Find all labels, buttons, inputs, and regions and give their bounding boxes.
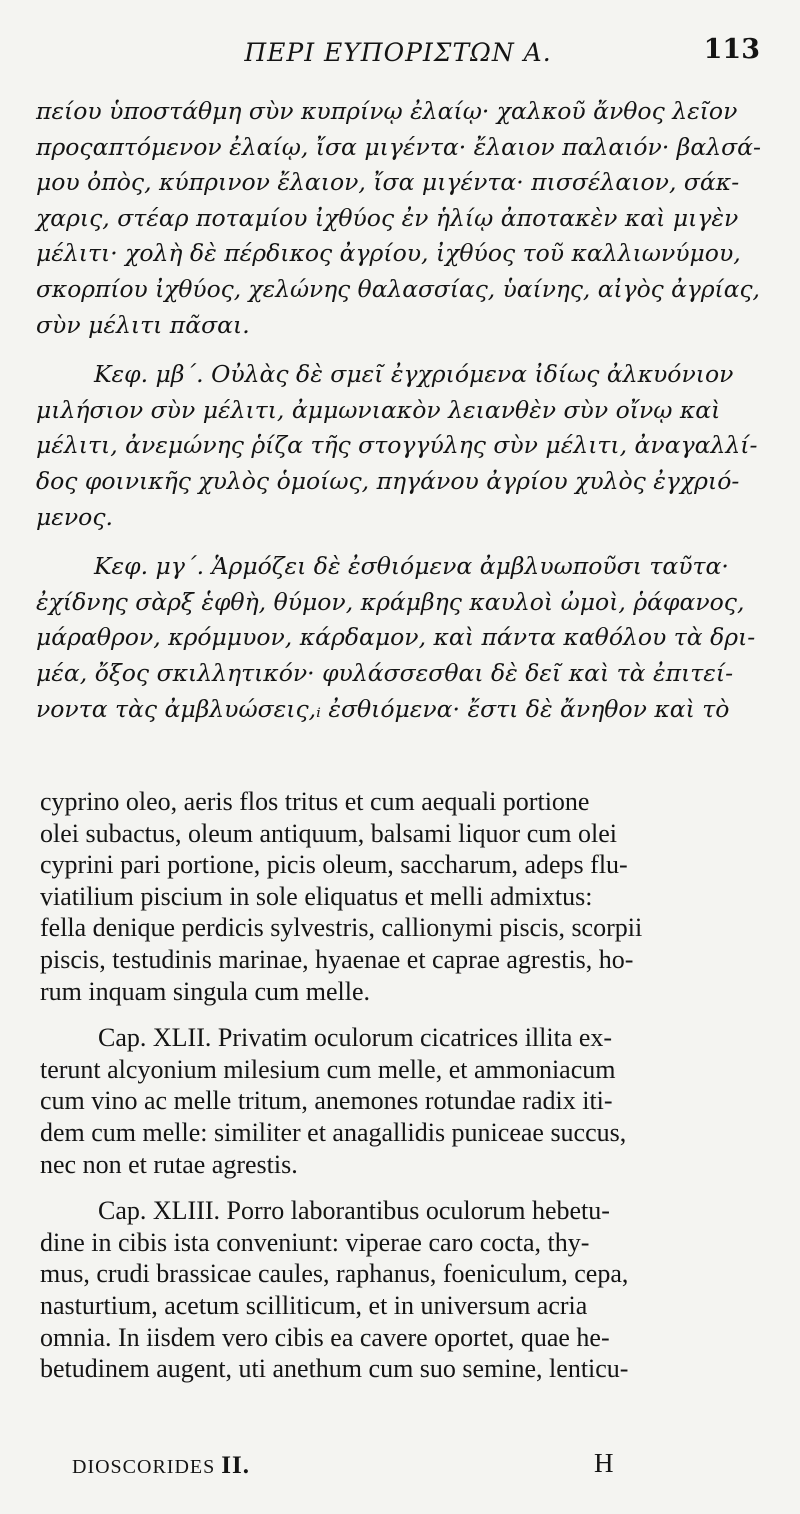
latin-chapter-43-line: Cap. XLIII. Porro laborantibus oculorum hebetu- (98, 1196, 610, 1226)
latin-chapter-42-line: Cap. XLII. Privatim oculorum cicatrices illita ex- (98, 1023, 613, 1053)
greek-line: νοντα τὰς ἀμβλυώσεις,ᵢ ἐσθιόμενα· ἔστι δὲ ἄνηθον καὶ τὸ (36, 694, 730, 723)
greek-line: μέλιτι, ἀνεμώνης ῥίζα τῆς στογγύλης σὺν μέλιτι, ἀναγαλλί- (36, 431, 758, 460)
running-head (36, 30, 760, 80)
page-footer (72, 1448, 760, 1492)
gathering-mark: H (594, 1448, 614, 1478)
latin-line: olei subactus, oleum antiquum, balsami liquor cum olei (40, 818, 617, 848)
latin-line: rum inquam singula cum melle. (40, 976, 370, 1006)
greek-line: μου ὀπὸς, κύπρινον ἔλαιον, ἴσα μιγέντα· πισσέλαιον, σάκ- (36, 168, 740, 197)
greek-line: δος φοινικῆς χυλὸς ὁμοίως, πηγάνου ἀγρίου χυλὸς ἐγχριό- (36, 466, 740, 495)
greek-line: σὺν μέλιτι πᾶσαι. (36, 310, 250, 339)
paragraph-gap (40, 1180, 762, 1195)
latin-line: cyprino oleo, aeris flos tritus et cum aequali portione (40, 787, 590, 816)
latin-line: viatilium piscium in sole eliquatus et melli admixtus: (40, 881, 593, 911)
paragraph-gap (36, 343, 764, 357)
latin-line: piscis, testudinis marinae, hyaenae et caprae agrestis, ho- (40, 944, 634, 974)
greek-line: μέα, ὄξος σκιλλητικόν· φυλάσσεσθαι δὲ δεῖ καὶ τὰ ἐπιτεί- (36, 658, 734, 687)
greek-line: χαρις, στέαρ ποταμίου ἰχθύος ἐν ἡλίῳ ἀποτακὲν καὶ μιγὲν (36, 203, 739, 232)
greek-text-block (36, 94, 764, 727)
latin-line: nasturtium, acetum scilliticum, et in universum acria (40, 1290, 588, 1320)
latin-line: omnia. In iisdem vero cibis ea cavere oportet, quae he- (40, 1322, 610, 1352)
greek-chapter-42-line: Κεφ. μβ΄. Οὐλὰς δὲ σμεῖ ἐγχριόμενα ἰδίως ἀλκυόνιον (94, 360, 734, 389)
greek-line: μενος. (36, 502, 113, 531)
latin-line: cyprini pari portione, picis oleum, saccharum, adeps flu- (40, 850, 628, 880)
paragraph-gap (36, 535, 764, 549)
page-number: 113 (703, 34, 760, 65)
latin-line: nec non et rutae agrestis. (40, 1149, 298, 1179)
greek-line: μέλιτι· χολὴ δὲ πέρδικος ἀγρίου, ἰχθύος τοῦ καλλιωνύμου, (36, 239, 741, 268)
signature-line (72, 1452, 250, 1480)
greek-line: προςαπτόμενον ἐλαίῳ, ἴσα μιγέντα· ἔλαιον παλαιόν· βαλσά- (36, 132, 761, 161)
latin-line: mus, crudi brassicae caules, raphanus, foeniculum, cepa, (40, 1259, 629, 1289)
greek-chapter-43-line: Κεφ. μγ΄. Ἁρμόζει δὲ ἐσθιόμενα ἀμβλυωποῦσι ταῦτα· (94, 552, 729, 581)
latin-text-block (40, 786, 762, 1385)
latin-line: fella denique perdicis sylvestris, callionymi piscis, scorpii (40, 913, 643, 943)
signature-author: DIOSCORIDES (72, 1456, 216, 1478)
latin-line: cum vino ac melle tritum, anemones rotundae radix iti- (40, 1086, 613, 1116)
paragraph-gap (40, 1007, 762, 1022)
greek-line: σκορπίου ἰχθύος, χελώνης θαλασσίας, ὑαίνης, αἰγὸς ἀγρίας, (36, 274, 760, 303)
latin-line: dem cum melle: similiter et anagallidis puniceae succus, (40, 1117, 627, 1147)
signature-volume: II. (221, 1452, 250, 1479)
running-title: ΠΕΡΙ ΕΥΠΟΡΙΣΤΩΝ Α. (244, 38, 552, 67)
latin-line: dine in cibis ista conveniunt: viperae caro cocta, thy- (40, 1227, 590, 1257)
greek-line: πείου ὑποστάθμη σὺν κυπρίνῳ ἐλαίῳ· χαλκοῦ ἄνθος λεῖον (36, 97, 738, 125)
greek-line: ἐχίδνης σὰρξ ἑφθὴ, θύμον, κράμβης καυλοὶ ὠμοὶ, ῥάφανος, (36, 587, 745, 616)
latin-line: terunt alcyonium milesium cum melle, et ammoniacum (40, 1054, 616, 1084)
greek-line: μάραθρον, κρόμμυον, κάρδαμον, καὶ πάντα καθόλου τὰ δρι- (36, 623, 756, 652)
greek-line: μιλήσιον σὺν μέλιτι, ἀμμωνιακὸν λειανθὲν σὺν οἴνῳ καὶ (36, 395, 721, 424)
latin-line: betudinem augent, uti anethum cum suo semine, lenticu- (40, 1354, 629, 1384)
